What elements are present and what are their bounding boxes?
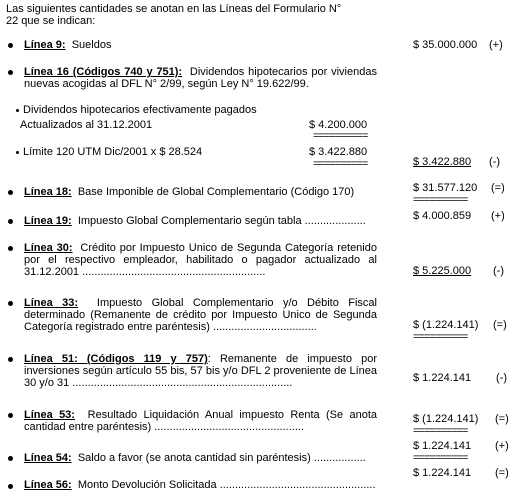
entry-linea-54 (24, 452, 366, 464)
separator: ========== (413, 331, 468, 343)
entry-text: Impuesto Global Complementario según tabla .................... (77, 215, 366, 227)
bullet (8, 357, 13, 362)
entry-linea-19 (24, 215, 366, 227)
line16-result-sign: (-) (489, 156, 500, 168)
entry-label: Línea 16 (Códigos 740 y 751): (24, 66, 183, 78)
sub-item-text: Límite 120 UTM Dic/2001 x $ 28.524 (23, 146, 203, 158)
bullet (8, 190, 13, 195)
entry-linea-33 (24, 297, 377, 334)
entry-text: Saldo a favor (se anota cantidad sin paréntesis) ................. (77, 452, 366, 464)
entry-label: Línea 19: (24, 215, 72, 227)
bullet (8, 301, 13, 306)
entry-linea-9 (24, 39, 111, 51)
bullet (8, 484, 13, 489)
entry-sign: (+) (491, 210, 505, 222)
entry-amount: $ (1.224.141) (413, 413, 479, 425)
entry-label: Línea 56: (24, 479, 72, 491)
entry-linea-16 (24, 66, 377, 90)
entry-linea-53 (24, 409, 377, 434)
entry-label: Línea 18: (24, 186, 72, 198)
bullet (8, 456, 13, 461)
entry-linea-51 (24, 353, 377, 390)
entry-text: Impuesto Global Complementario y/o Débito Fiscal determinado (Remanente de crédito por Impuesto Unico de Segunda Categoría registrado entre paréntesis) .................................. (24, 297, 377, 333)
entry-label: Línea 33: (24, 297, 79, 309)
entry-amount: $ 1.224.141 (413, 372, 472, 384)
entry-sign: (=) (493, 319, 507, 331)
sub-bullet (16, 109, 19, 112)
entry-text: Dividendos hipotecarios por viviendas nuevas acogidas al DFL N° 2/99, según Ley N° 19.622/99. (24, 66, 377, 90)
bullet (8, 246, 13, 251)
entry-sign: (+) (489, 39, 503, 51)
entry-amount: $ 35.000.000 (413, 39, 478, 51)
entry-amount: $ 5.225.000 (413, 265, 472, 277)
entry-amount: $ 31.577.120 (413, 182, 478, 194)
entry-text: Base Imponible de Global Complementario (Código 170) (77, 186, 355, 198)
entry-text: Resultado Liquidación Anual impuesto Renta (Se anota cantidad entre paréntesis) ................................................. (24, 409, 377, 433)
sub-item-text: Dividendos hipotecarios efectivamente pagados (23, 104, 257, 116)
entry-text: Sueldos (71, 39, 112, 51)
entry-linea-30 (24, 242, 377, 279)
entry-text: : Remanente de impuesto por inversiones según artículo 55 bis, 57 bis y/o DFL 2 proveniente de Línea 30 y/o 31 ........................................................................ (24, 353, 377, 389)
entry-sign: (=) (495, 413, 509, 425)
separator: ========== (313, 158, 368, 170)
sub-item-amount: $ 3.422.880 (309, 146, 368, 158)
entry-sign: (=) (495, 467, 509, 479)
entry-label: Línea 51: (Códigos 119 y 757) (24, 353, 208, 365)
entry-sign: (-) (496, 372, 507, 384)
bullet (8, 43, 13, 48)
entry-text: Crédito por Impuesto Unico de Segunda Categoría retenido por el respectivo empleador, habilitado o pagador actualizado al 31.12.2001 ............................................................ (24, 242, 377, 278)
entry-amount: $ 1.224.141 (413, 440, 472, 452)
bullet (8, 413, 13, 418)
entry-sign: (+) (495, 440, 509, 452)
entry-amount: $ 1.224.141 (413, 467, 472, 479)
sub-item-text-2: Actualizados al 31.12.2001 (20, 119, 153, 131)
entry-linea-18 (24, 186, 354, 198)
intro-text: Las siguientes cantidades se anotan en las Líneas del Formulario N° 22 que se indican: (6, 3, 342, 27)
sub-item-amount: $ 4.200.000 (309, 119, 368, 131)
entry-text: Monto Devolución Solicitada ................................................... (77, 479, 376, 491)
entry-label: Línea 54: (24, 452, 72, 464)
entry-label: Línea 53: (24, 409, 75, 421)
separator: ========== (313, 130, 368, 142)
entry-amount: $ (1.224.141) (413, 319, 479, 331)
line16-result-amount: $ 3.422.880 (413, 156, 472, 168)
separator: ========== (413, 452, 468, 464)
sub-bullet (16, 151, 19, 154)
entry-label: Línea 30: (24, 242, 73, 254)
entry-sign: (=) (491, 182, 505, 194)
entry-sign: (-) (493, 265, 504, 277)
separator: ========== (413, 425, 468, 437)
bullet (8, 70, 13, 75)
bullet (8, 219, 13, 224)
entry-amount: $ 4.000.859 (413, 210, 472, 222)
separator: ========== (413, 194, 468, 206)
entry-linea-56 (24, 479, 376, 491)
entry-label: Línea 9: (24, 39, 66, 51)
